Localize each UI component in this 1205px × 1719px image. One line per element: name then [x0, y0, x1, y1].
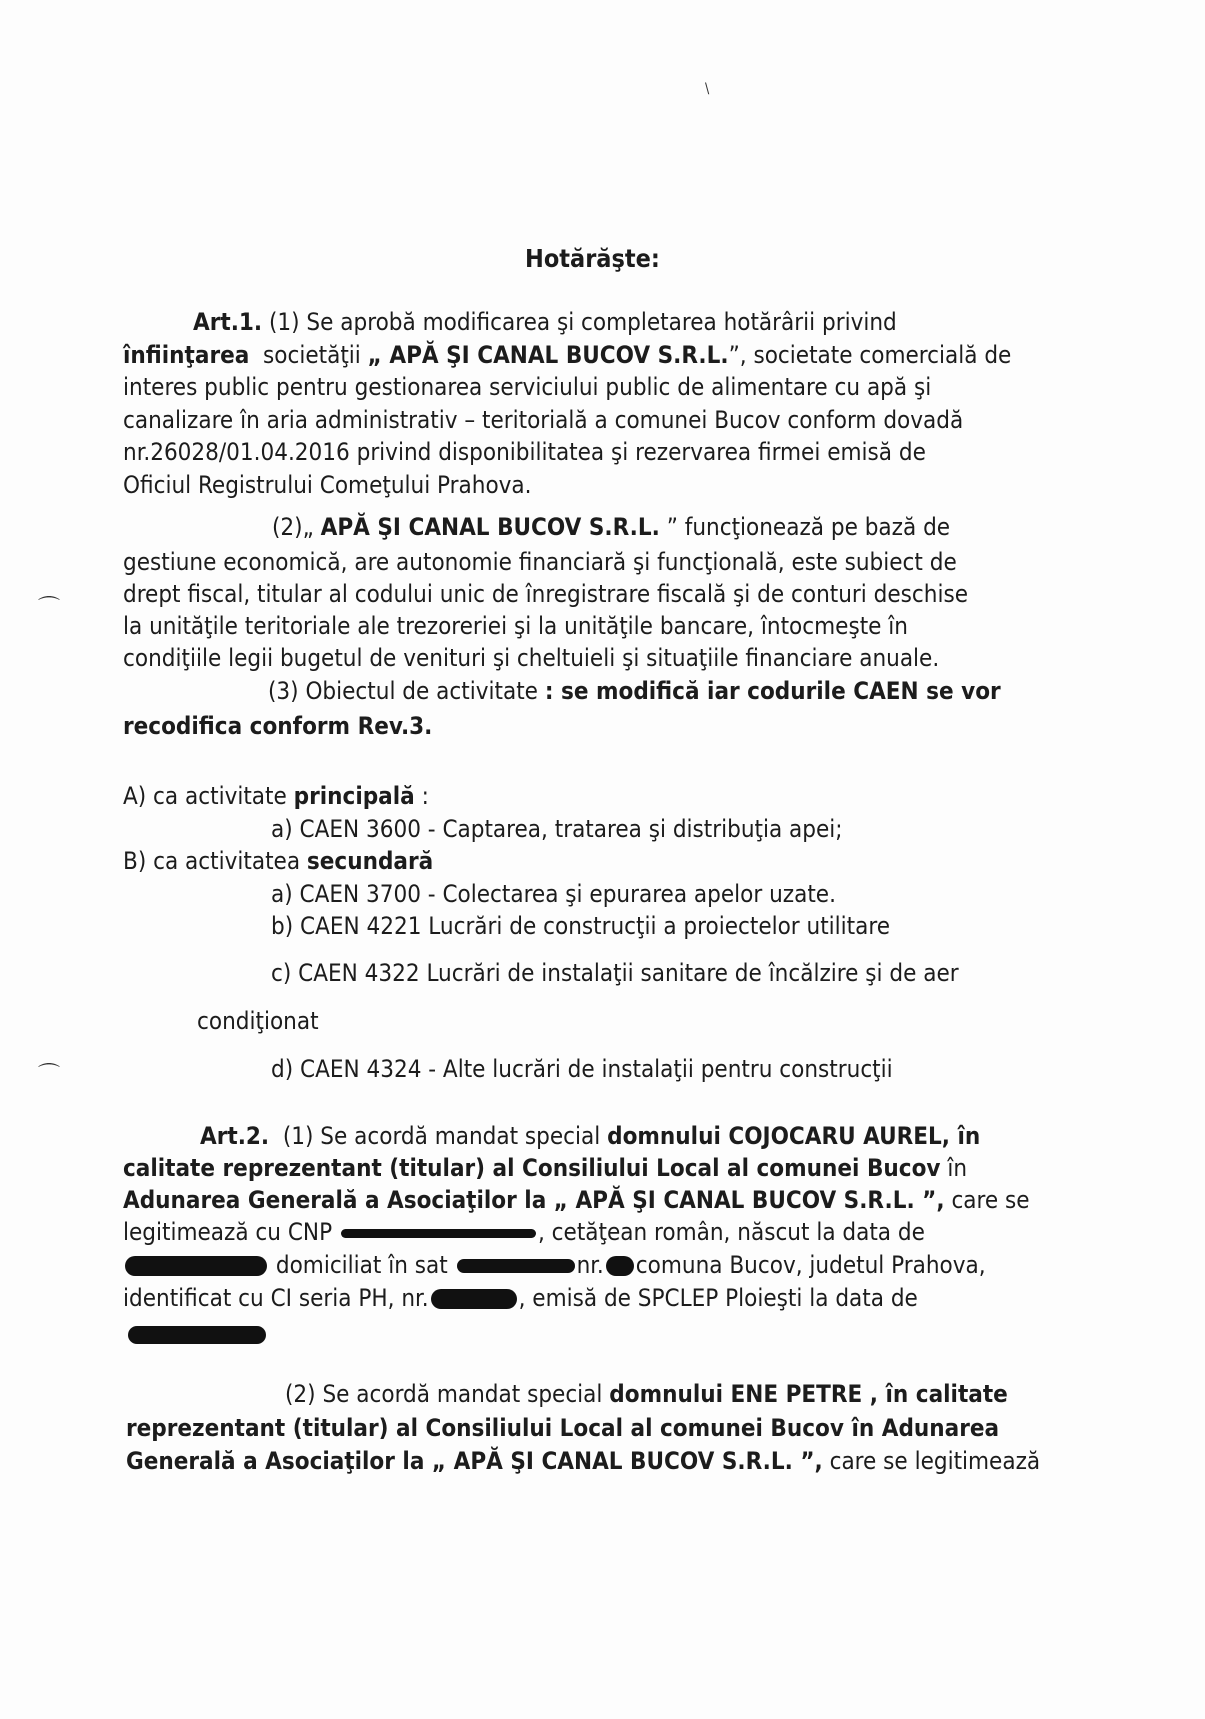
art1-p1-line5: nr.26028/01.04.2016 privind disponibilitatea şi rezervarea firmei emisă de: [123, 438, 926, 466]
art2-p2-line1: (2) Se acordă mandat special domnului ENE PETRE , în calitate: [285, 1380, 1008, 1408]
activity-principal-heading: A) ca activitate principală :: [123, 782, 429, 810]
activity-secondary-heading: B) ca activitatea secundară: [123, 847, 434, 875]
art2-p1-line5: domiciliat în sat nr. comuna Bucov, judetul Prahova,: [123, 1251, 986, 1279]
redacted-cnp: [341, 1229, 536, 1238]
activity-secondary-item: b) CAEN 4221 Lucrări de construcţii a proiectelor utilitare: [271, 912, 891, 940]
art2-p1-line3: Adunarea Generală a Asociaţilor la „ APĂ ŞI CANAL BUCOV S.R.L. ”, care se: [123, 1186, 1030, 1214]
art1-p1-line3: interes public pentru gestionarea serviciului public de alimentare cu apă şi: [123, 373, 932, 401]
activity-secondary-item: a) CAEN 3700 - Colectarea şi epurarea apelor uzate.: [271, 880, 836, 908]
art2-p1-line1: Art.2. (1) Se acordă mandat special domnului COJOCARU AUREL, în: [200, 1122, 981, 1150]
art1-p2-line4: la unităţile teritoriale ale trezoreriei şi la unităţile bancare, întocmeşte în: [123, 612, 908, 640]
scan-artifact-mark: ⌒: [38, 1063, 61, 1088]
redacted-id-issue-date: [128, 1326, 266, 1344]
art2-p2-line3: Generală a Asociaţilor la „ APĂ ŞI CANAL BUCOV S.R.L. ”, care se legitimează: [126, 1447, 1041, 1475]
art1-p1-line2: înfiinţarea societăţii „ APĂ ŞI CANAL BUCOV S.R.L.”, societate comercială de: [123, 341, 1012, 369]
art1-p3-line1: (3) Obiectul de activitate : se modifică iar codurile CAEN se vor: [268, 677, 1001, 705]
art1-p2-line5: condiţiile legii bugetul de venituri şi cheltuieli şi situaţiile financiare anuale.: [123, 644, 940, 672]
activity-principal-item: a) CAEN 3600 - Captarea, tratarea şi distribuţia apei;: [271, 815, 843, 843]
redacted-village: [457, 1259, 575, 1273]
redacted-house-number: [606, 1256, 634, 1276]
activity-secondary-item-continuation: condiţionat: [197, 1007, 319, 1035]
art1-label: Art.1.: [193, 308, 263, 336]
art2-p1-line4: legitimează cu CNP , cetăţean român, născut la data de: [123, 1218, 925, 1246]
art1-p1-line1: Art.1. (1) Se aprobă modificarea şi completarea hotărârii privind: [193, 308, 897, 336]
scan-artifact-mark: \: [705, 81, 710, 97]
art2-p1-line7: [126, 1320, 268, 1348]
page-title: Hotărăşte:: [525, 244, 660, 273]
redacted-id-number: [431, 1289, 517, 1309]
redacted-birth-date: [125, 1256, 267, 1276]
activity-secondary-item: c) CAEN 4322 Lucrări de instalaţii sanitare de încălzire şi de aer: [271, 959, 959, 987]
art2-label: Art.2.: [200, 1122, 270, 1150]
art2-p1-line2: calitate reprezentant (titular) al Consiliului Local al comunei Bucov în: [123, 1154, 968, 1182]
art1-p1-line4: canalizare în aria administrativ – teritorială a comunei Bucov conform dovadă: [123, 406, 964, 434]
scan-artifact-mark: ⌒: [38, 596, 61, 621]
art1-p2-line1: (2)„ APĂ ŞI CANAL BUCOV S.R.L. ” funcţionează pe bază de: [272, 513, 951, 541]
art2-p2-line2: reprezentant (titular) al Consiliului Local al comunei Bucov în Adunarea: [126, 1414, 1000, 1442]
activity-secondary-item: d) CAEN 4324 - Alte lucrări de instalaţii pentru construcţii: [271, 1055, 893, 1083]
art1-p2-line2: gestiune economică, are autonomie financiară şi funcţională, este subiect de: [123, 548, 957, 576]
art2-p1-line6: identificat cu CI seria PH, nr. , emisă de SPCLEP Ploieşti la data de: [123, 1284, 918, 1312]
art1-p1-line6: Oficiul Registrului Comeţului Prahova.: [123, 471, 532, 499]
art1-p3-line2: recodifica conform Rev.3.: [123, 712, 433, 740]
art1-p2-line3: drept fiscal, titular al codului unic de înregistrare fiscală şi de conturi deschise: [123, 580, 968, 608]
